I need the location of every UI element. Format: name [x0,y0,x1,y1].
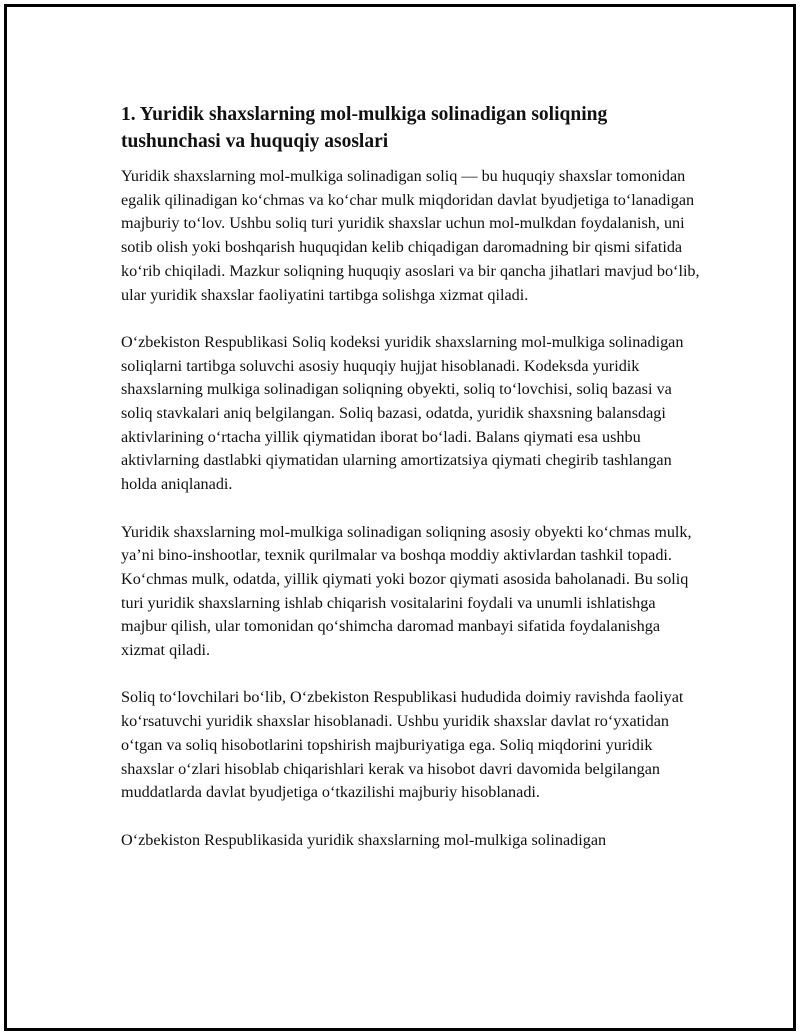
document-body [121,101,701,876]
page-frame [4,4,796,1031]
paragraph: O‘zbekiston Respublikasida yuridik shaxslarning mol-mulkiga solinadigan [121,830,607,849]
paragraph: O‘zbekiston Respublikasi Soliq kodeksi yuridik shaxslarning mol-mulkiga solinadigan soliqlarni tartibga soluvchi asosiy huquqiy hujjat hisoblanadi. Kodeksda yuridik shaxslarning mulkiga solinadigan soliqning obyekti, soliq to‘lovchisi, soliq bazasi va soliq stavkalari aniq belgilangan. Soliq bazasi, odatda, yuridik shaxsning balansdagi aktivlarining o‘rtacha yillik qiymatidan iborat bo‘ladi. Balans qiymati esa ushbu aktivlarning dastlabki qiymatidan ularning amortizatsiya qiymati chegirib tashlangan holda aniqlanadi. [121,332,684,494]
paragraph: Yuridik shaxslarning mol-mulkiga solinadigan soliq — bu huquqiy shaxslar tomonidan egalik qilinadigan ko‘chmas va ko‘char mulk miqdoridan davlat byudjetiga to‘lanadigan majburiy to‘lov. Ushbu soliq turi yuridik shaxslar uchun mol-mulkdan foydalanish, uni sotib olish yoki boshqarish huquqidan kelib chiqadigan daromadning bir qismi sifatida ko‘rib chiqiladi. Mazkur soliqning huquqiy asoslari va bir qancha jihatlari mavjud bo‘lib, ular yuridik shaxslar faoliyatini tartibga solishga xizmat qiladi. [121,167,700,304]
paragraph: Yuridik shaxslarning mol-mulkiga solinadigan soliqning asosiy obyekti ko‘chmas mulk, ya’ni bino-inshootlar, texnik qurilmalar va boshqa moddiy aktivlardan tashkil topadi. Ko‘chmas mulk, odatda, yillik qiymati yoki bozor qiymati asosida baholanadi. Bu soliq turi yuridik shaxslarning ishlab chiqarish vositalarini foydali va unumli ishlatishga majbur qilish, ular tomonidan qo‘shimcha daromad manbayi sifatida foydalanishga xizmat qiladi. [121,522,692,660]
section-heading: 1. Yuridik shaxslarning mol-mulkiga solinadigan soliqning tushunchasi va huquqiy asoslari [121,104,608,152]
paragraph: Soliq to‘lovchilari bo‘lib, O‘zbekiston Respublikasi hududida doimiy ravishda faoliyat ko‘rsatuvchi yuridik shaxslar hisoblanadi. Ushbu yuridik shaxslar davlat ro‘yxatidan o‘tgan va soliq hisobotlarini topshirish majburiyatiga ega. Soliq miqdorini yuridik shaxslar o‘zlari hisoblab chiqarishlari kerak va hisobot davri davomida belgilangan muddatlarda davlat byudjetiga o‘tkazilishi majburiy hisoblanadi. [121,688,684,802]
